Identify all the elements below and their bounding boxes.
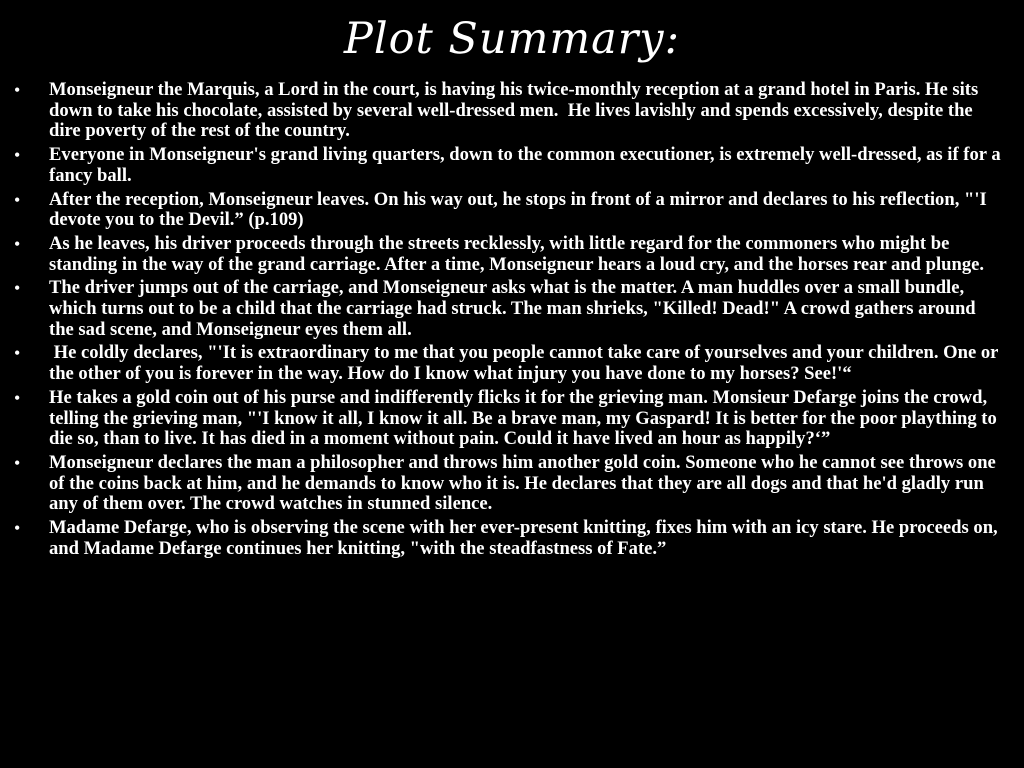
bullet-item <box>8 343 1004 384</box>
bullet-item <box>8 278 1004 340</box>
bullet-item <box>8 518 1004 559</box>
bullet-text: Monseigneur declares the man a philosopher and throws him another gold coin. Someone who he cannot see throws one of the coins back at him, and he demands to know who it is. He declares that they are all dogs and that he'd gladly run any of them over. The crowd watches in stunned silence. <box>49 451 1001 515</box>
bullet-text: Everyone in Monseigneur's grand living quarters, down to the common executioner, is extremely well-dressed, as if for a fancy ball. <box>49 144 1006 186</box>
bullet-marker: • <box>14 80 21 100</box>
bullet-item <box>8 453 1004 515</box>
bullet-marker: • <box>14 278 21 299</box>
bullet-text: As he leaves, his driver proceeds through the streets recklessly, with little regard for the commoners who might be standing in the way of the grand carriage. After a time, Monseigneur hears a loud cry, and the horses rear and plunge. <box>49 232 985 275</box>
bullet-item <box>8 234 1004 275</box>
bullet-item <box>8 145 1004 186</box>
bullet-text: He coldly declares, "'It is extraordinary to me that you people cannot take care of yourselves and your children. One or the other of you is forever in the way. How do I know what injury you have done to my horses? See!'“ <box>49 342 1003 385</box>
bullet-marker: • <box>14 145 21 166</box>
bullet-text: Monseigneur the Marquis, a Lord in the court, is having his twice-monthly reception at a grand hotel in Paris. He sits down to take his chocolate, assisted by several well-dressed men. He lives lavishly and spends excessively, despite the dire poverty of the rest of the country. <box>49 79 983 142</box>
bullet-marker: • <box>14 387 21 408</box>
bullet-text: He takes a gold coin out of his purse and indifferently flicks it for the grieving man. Monsieur Defarge joins the crowd, telling the grieving man, "'I know it all, I know it all. Be a brave man, my Gaspard! It is better for the poor plaything to die so, than to live. It has died in a moment without pain. Could it have lived an hour as happily?‘” <box>49 386 1002 450</box>
bullet-marker: • <box>14 343 21 364</box>
bullet-item <box>8 190 1004 231</box>
bullet-item <box>8 80 1004 142</box>
bullet-item <box>8 388 1004 450</box>
bullet-marker: • <box>14 233 21 254</box>
bullet-text: After the reception, Monseigneur leaves. On his way out, he stops in front of a mirror and declares to his reflection, "'I devote you to the Devil.” (p.109) <box>49 188 992 231</box>
bullet-marker: • <box>14 452 21 473</box>
bullet-marker: • <box>14 189 21 210</box>
slide-title: Plot Summary: <box>343 14 681 64</box>
bullet-marker: • <box>14 518 21 539</box>
bullet-text: The driver jumps out of the carriage, and Monseigneur asks what is the matter. A man huddles over a small bundle, which turns out to be a child that the carriage had struck. The man shrieks, "Killed! Dead!" A crowd gathers around the sad scene, and Monseigneur eyes them all. <box>49 277 981 340</box>
bullet-list <box>8 80 1004 562</box>
bullet-text: Madame Defarge, who is observing the scene with her ever-present knitting, fixes him with an icy stare. He proceeds on, and Madame Defarge continues her knitting, "with the steadfastness of Fate.” <box>49 517 1003 559</box>
